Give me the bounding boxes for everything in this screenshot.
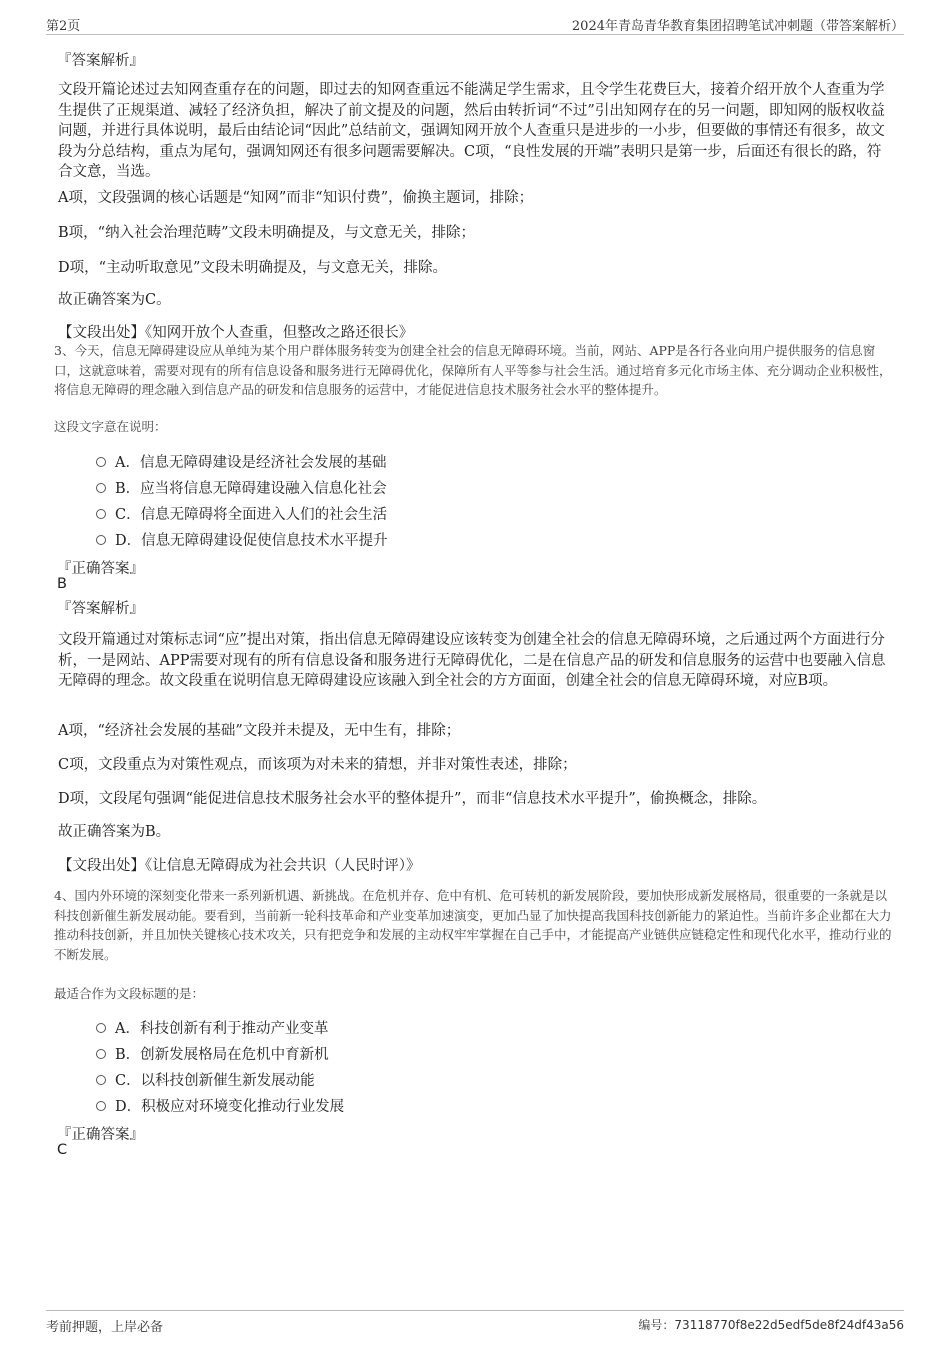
radio-icon[interactable] <box>96 1049 106 1059</box>
option-letter: B． <box>115 481 141 497</box>
analysis-text: 文段开篇通过对策标志词“应”提出对策，指出信息无障碍建设应该转变为创建全社会的信息无障碍环境，之后通过两个方面进行分析，一是网站、APP需要对现有的所有信息设备和服务进行无障碍优化，二是在信息产品的研发和信息服务的运营中也要融入信息无障碍的理念。故文段重在说明信息无障碍建设应该融入到全社会的方方面面，创建全社会的信息无障碍环境，对应B项。 <box>58 632 886 689</box>
option-text: 应当将信息无障碍建设融入信息化社会 <box>140 481 387 497</box>
option-text: 积极应对环境变化推动行业发展 <box>141 1099 345 1115</box>
option-letter: A． <box>115 455 140 471</box>
option-letter: A． <box>115 1021 140 1037</box>
radio-icon[interactable] <box>96 1023 106 1033</box>
correct-answer-label: 『正确答案』 <box>57 1127 144 1143</box>
document-code: 编号：73118770f8e22d5edf5de8f24df43a56 <box>638 1318 904 1332</box>
radio-icon[interactable] <box>96 535 106 545</box>
option-text: 科技创新有利于推动产业变革 <box>139 1021 329 1037</box>
correct-answer-line: 故正确答案为B。 <box>58 824 171 840</box>
option-letter: C． <box>115 1073 141 1089</box>
page-header <box>46 14 904 35</box>
option-text: 创新发展格局在危机中育新机 <box>140 1047 329 1063</box>
option-text: 信息无障碍建设是经济社会发展的基础 <box>139 455 387 471</box>
radio-icon[interactable] <box>96 1075 106 1085</box>
option-letter: D． <box>115 533 142 549</box>
option-a[interactable] <box>96 451 386 473</box>
correct-answer: B <box>57 576 67 592</box>
correct-answer: C <box>57 1142 68 1158</box>
question-4-prompt: 最适合作为文段标题的是： <box>54 986 205 1001</box>
analysis-line: C项，文段重点为对策性观点，而该项为对未来的猜想，并非对策性表述，排除； <box>58 757 577 773</box>
option-letter: B． <box>115 1047 141 1063</box>
footer-slogan: 考前押题，上岸必备 <box>46 1320 164 1335</box>
correct-answer-label: 『正确答案』 <box>57 561 144 577</box>
radio-icon[interactable] <box>96 509 106 519</box>
analysis-line: D项，文段尾句强调“能促进信息技术服务社会水平的整体提升”，而非“信息技术水平提升”，偷换概念，排除。 <box>58 791 767 807</box>
option-text: 信息无障碍将全面进入人们的社会生活 <box>140 507 388 523</box>
option-d[interactable] <box>96 529 388 551</box>
analysis-line: B项，“纳入社会治理范畴”文段未明确提及，与文意无关，排除； <box>58 225 475 241</box>
analysis-label: 『答案解析』 <box>57 601 144 617</box>
option-b[interactable] <box>96 1043 329 1065</box>
radio-icon[interactable] <box>96 483 106 493</box>
correct-answer-line: 故正确答案为C。 <box>58 292 171 308</box>
option-text: 信息无障碍建设促使信息技术水平提升 <box>141 533 388 549</box>
option-a[interactable] <box>96 1017 328 1039</box>
option-letter: D． <box>115 1099 142 1115</box>
analysis-text: 文段开篇论述过去知网查重存在的问题，即过去的知网查重远不能满足学生需求，且令学生花费巨大，接着介绍开放个人查重为学生提供了正规渠道、减轻了经济负担，解决了前文提及的问题，然后由转折词“不过”引出知网存在的另一问题，即知网的版权收益问题，并进行具体说明，最后由结论词“因此”总结前文，强调知网开放个人查重只是进步的一小步，但要做的事情还有很多，故文段为分总结构，重点为尾句，强调知网还有很多问题需要解决。C项，“良性发展的开端”表明只是第一步，后面还有很长的路，符合文意，当选。 <box>58 82 885 180</box>
analysis-label: 『答案解析』 <box>57 53 144 69</box>
radio-icon[interactable] <box>96 1101 106 1111</box>
analysis-line: D项，“主动听取意见”文段未明确提及，与文意无关，排除。 <box>58 260 447 276</box>
option-c[interactable] <box>96 503 387 525</box>
document-title: 2024年青岛青华教育集团招聘笔试冲刺题（带答案解析） <box>571 19 904 34</box>
page-footer <box>46 1310 904 1335</box>
page-number: 第2页 <box>46 19 81 34</box>
option-b[interactable] <box>96 477 387 499</box>
option-c[interactable] <box>96 1069 315 1091</box>
question-4-text: 4、国内外环境的深刻变化带来一系列新机遇、新挑战。在危机并存、危中有机、危可转机的新发展阶段，要加快形成新发展格局，很重要的一条就是以科技创新催生新发展动能。要看到，当前新一轮科技革命和产业变革加速演变，更加凸显了加快提高我国科技创新能力的紧迫性。当前许多企业都在大力推动科技创新，并且加快关键核心技术攻关，只有把竞争和发展的主动权牢牢掌握在自己手中，才能提高产业链供应链稳定性和现代化水平，推动行业的不断发展。 <box>54 888 892 962</box>
radio-icon[interactable] <box>96 457 106 467</box>
question-3-text: 3、今天，信息无障碍建设应从单纯为某个用户群体服务转变为创建全社会的信息无障碍环境。当前，网站、APP是各行各业向用户提供服务的信息窗口，这就意味着，需要对现有的所有信息设备和服务进行无障碍优化，保障所有人平等参与社会生活。通过培育多元化市场主体、充分调动企业积极性，将信息无障碍的理念融入到信息产品的研发和信息服务的运营中，才能促进信息技术服务社会水平的整体提升。 <box>54 343 892 397</box>
source-line: 【文段出处】《让信息无障碍成为社会共识（人民时评）》 <box>58 858 421 874</box>
analysis-line: A项，“经济社会发展的基础”文段并未提及，无中生有，排除； <box>58 723 461 739</box>
option-letter: C． <box>115 507 141 523</box>
source-line: 【文段出处】《知网开放个人查重，但整改之路还很长》 <box>58 325 414 341</box>
question-3-prompt: 这段文字意在说明： <box>54 419 167 434</box>
option-d[interactable] <box>96 1095 344 1117</box>
analysis-line: A项，文段强调的核心话题是“知网”而非“知识付费”，偷换主题词，排除； <box>58 190 534 206</box>
option-text: 以科技创新催生新发展动能 <box>140 1073 315 1089</box>
